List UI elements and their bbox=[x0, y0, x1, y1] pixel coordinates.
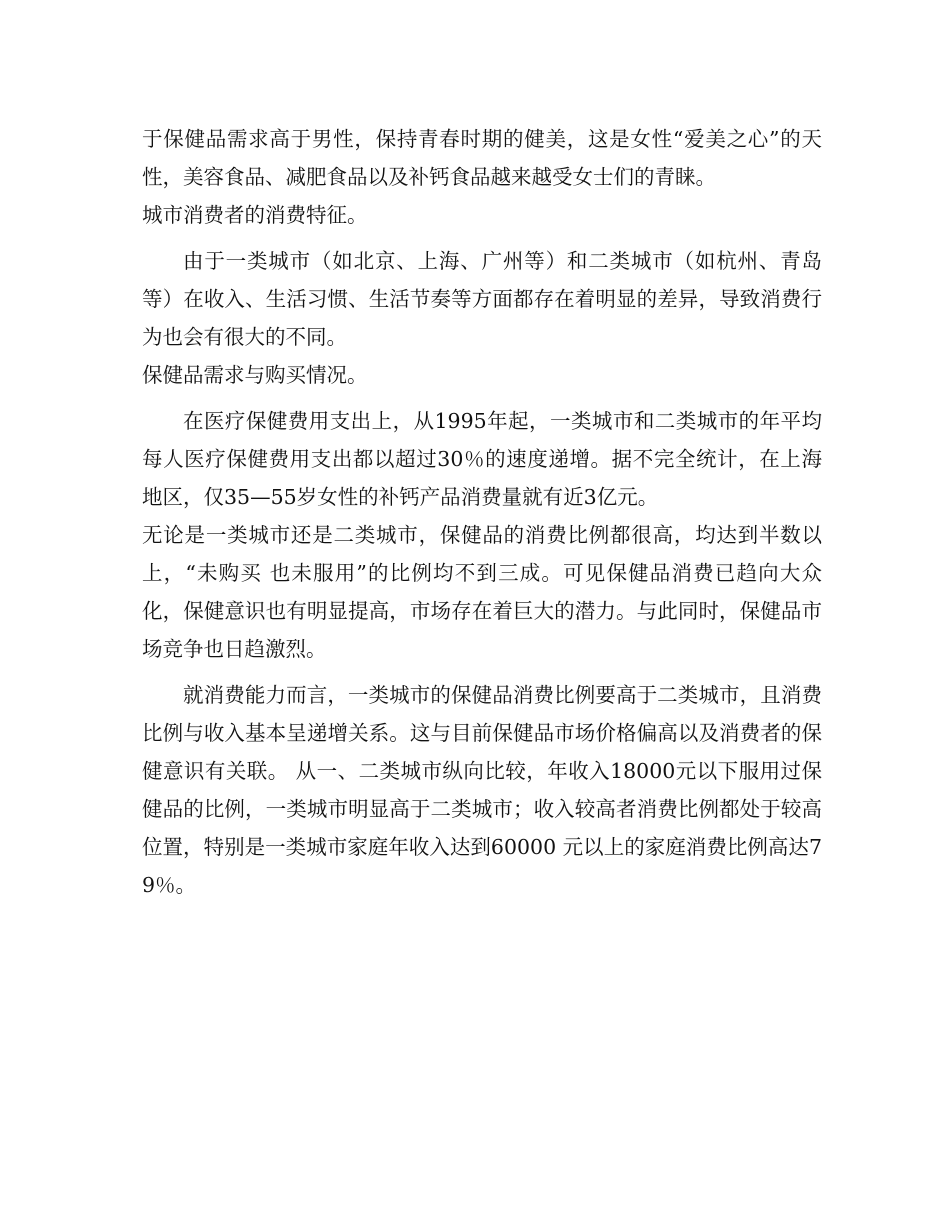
paragraph-consumption-ratio: 无论是一类城市还是二类城市，保健品的消费比例都很高，均达到半数以上，“未购买 也未服用”的比例均不到三成。可见保健品消费已趋向大众化，保健意识也有明显提高，市场存在着巨大的潜力。与此同时，保健品市场竞争也日趋激烈。 bbox=[142, 523, 822, 661]
paragraph-medical-spending: 在医疗保健费用支出上，从1995年起，一类城市和二类城市的年平均每人医疗保健费用支出都以超过30％的速度递增。据不完全统计，在上海地区，仅35—55岁女性的补钙产品消费量就有近3亿元。 bbox=[142, 409, 822, 509]
paragraph-women-health-demand: 于保健品需求高于男性，保持青春时期的健美，这是女性“爱美之心”的天性，美容食品、减肥食品以及补钙食品越来越受女士们的青睐。 bbox=[142, 127, 822, 189]
paragraph-city-differences: 由于一类城市（如北京、上海、广州等）和二类城市（如杭州、青岛等）在收入、生活习惯、生活节奏等方面都存在着明显的差异，导致消费行为也会有很大的不同。 bbox=[142, 249, 822, 349]
paragraph-consumption-capacity: 就消费能力而言，一类城市的保健品消费比例要高于二类城市，且消费比例与收入基本呈递增关系。这与目前保健品市场价格偏高以及消费者的保健意识有关联。 从一、二类城市纵向比较，年收入18000元以下服用过保健品的比例，一类城市明显高于二类城市；收入较高者消费比例都处于较高位置，特别是一类城市家庭年收入达到60000 元以上的家庭消费比例高达79％。 bbox=[142, 683, 822, 897]
document-body bbox=[142, 120, 822, 904]
heading-urban-consumer-traits: 城市消费者的消费特征。 bbox=[142, 203, 368, 227]
heading-demand-and-purchase: 保健品需求与购买情况。 bbox=[142, 363, 368, 387]
